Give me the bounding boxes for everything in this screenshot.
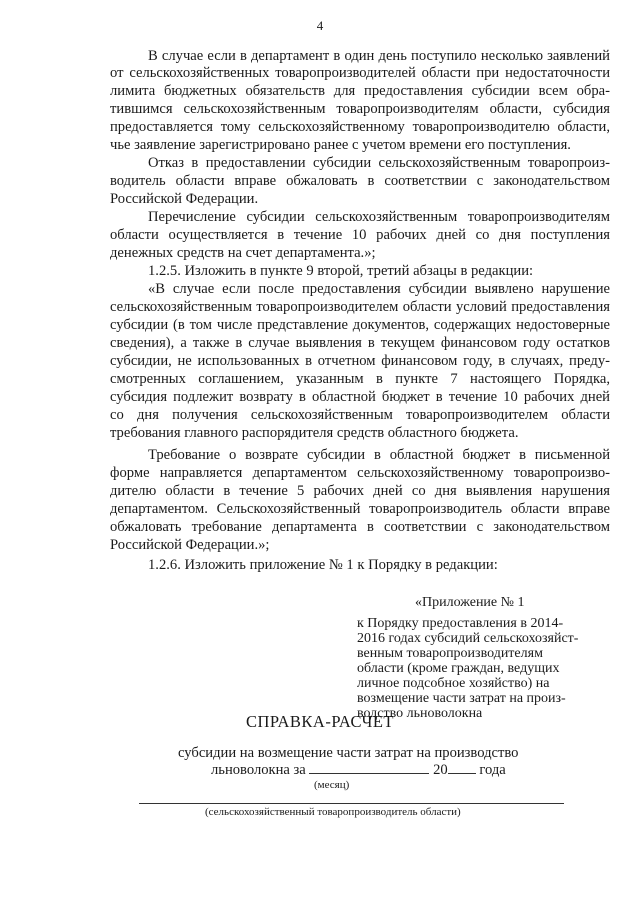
body-line: требования главного распорядителя средств областного бюджета. [110,425,519,441]
body-line: Требование о возврате субсидии в областной бюджет в письменной [148,447,610,463]
month-blank[interactable] [309,761,429,774]
body-line: дителю области в течение 5 рабочих дней со дня выявления нарушения [110,483,610,499]
body-line: субсидии (в том числе представление документов, содержащих недостоверные [110,317,610,333]
appendix-line: личное подсобное хозяйство) на [357,676,550,691]
body-line: сельскохозяйственным товаропроизводителем области условий предоставления [110,299,610,315]
page-number: 4 [316,18,324,33]
body-line: сведения), а также в случае выявления в текущем финансовом году остатков [110,335,610,351]
body-line: Российской Федерации.»; [110,537,270,553]
appendix-line: возмещение части затрат на произ- [357,691,566,706]
body-line: водитель области вправе обжаловать в соответствии с законодательством [110,173,610,189]
body-line: Отказ в предоставлении субсидии сельскохозяйственным товаропроиз- [148,155,610,171]
form-year-prefix: 20 [433,762,448,778]
form-subtitle-end: года [479,762,506,778]
body-line: Российской Федерации. [110,191,259,207]
body-line: предоставляется тому сельскохозяйственному товаропроизводителю области, [110,119,610,135]
body-line: 1.2.5. Изложить в пункте 9 второй, третий абзацы в редакции: [148,263,534,279]
appendix-heading: «Приложение № 1 [415,595,525,610]
body-line: обжаловать требование департамента в соответствии с законодательством [110,519,610,535]
appendix-line: к Порядку предоставления в 2014- [357,616,564,631]
form-subtitle-line2 [211,761,506,779]
form-subtitle-start: льноволокна за [211,762,306,778]
body-line: смотренных соглашением, указанным в пункте 7 настоящего Порядка, [110,371,610,387]
month-caption: (месяц) [314,779,350,791]
appendix-line: венным товаропроизводителям [357,646,543,661]
body-line: В случае если в департамент в один день поступило несколько заявлений [148,48,610,64]
body-line: 1.2.6. Изложить приложение № 1 к Порядку в редакции: [148,557,498,573]
form-subtitle-line1: субсидии на возмещение части затрат на производство [178,745,519,761]
body-line: «В случае если после предоставления субсидии выявлено нарушение [148,281,610,297]
body-line: департаментом. Сельскохозяйственный товаропроизводитель области вправе [110,501,610,517]
body-line: лимита бюджетных обязательств для предоставления субсидии всем обра- [110,83,610,99]
producer-caption: (сельскохозяйственный товаропроизводитель области) [205,806,461,818]
producer-line[interactable] [139,803,564,804]
body-line: от сельскохозяйственных товаропроизводителей области при недостаточности [110,65,610,81]
body-line: области осуществляется в течение 10 рабочих дней со дня поступления [110,227,610,243]
year-blank[interactable] [448,761,476,774]
appendix-line: водство льноволокна [357,706,483,721]
body-line: субсидии, не использованных в отчетном финансовом году, в случаях, преду- [110,353,610,369]
body-line: со дня получения сельскохозяйственным товаропроизводителем области [110,407,610,423]
body-line: Перечисление субсидии сельскохозяйственным товаропроизводителям [148,209,610,225]
body-line: чье заявление зарегистрировано ранее с учетом времени его поступления. [110,137,571,153]
form-title: СПРАВКА-РАСЧЕТ [246,712,394,731]
body-line: форме направляется департаментом сельскохозяйственному товаропроизво- [110,465,610,481]
appendix-line: 2016 годах субсидий сельскохозяйст- [357,631,579,646]
body-line: денежных средств на счет департамента.»; [110,245,376,261]
body-line: субсидия подлежит возврату в областной бюджет в течение 10 рабочих дней [110,389,610,405]
body-line: тившимся сельскохозяйственным товаропроизводителям области, субсидия [110,101,610,117]
appendix-line: области (кроме граждан, ведущих [357,661,560,676]
